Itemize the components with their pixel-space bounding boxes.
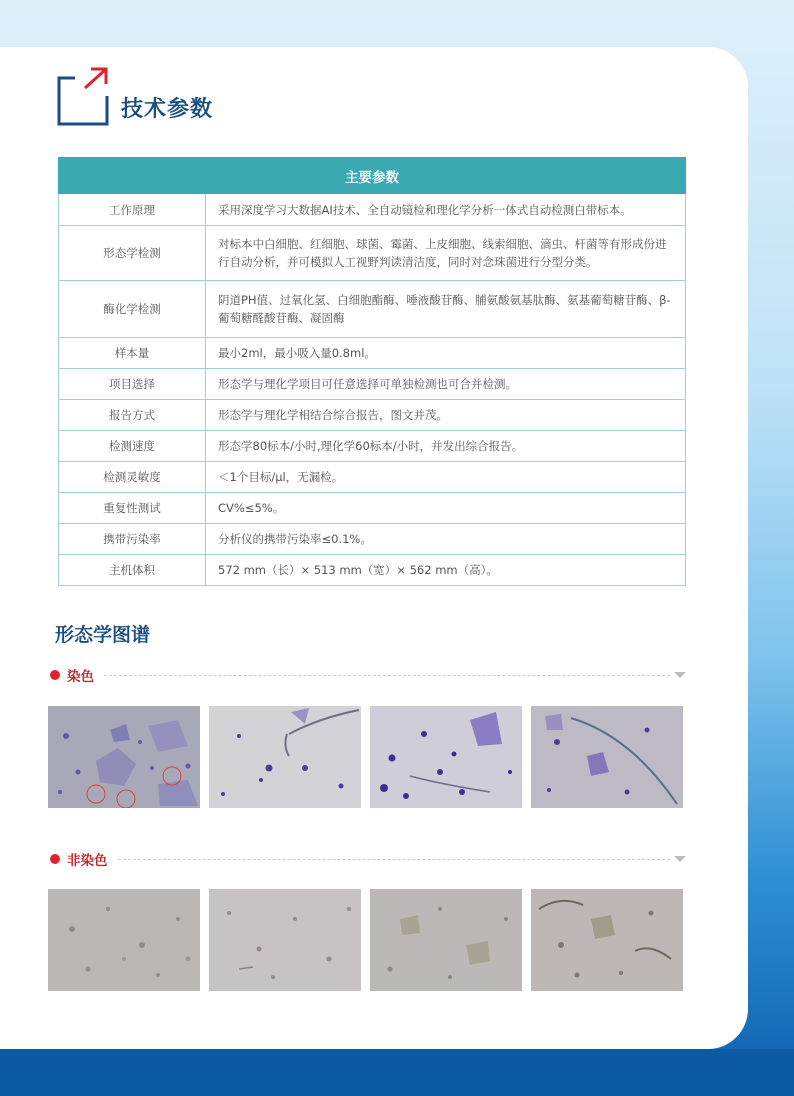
unstained-micrograph-2 (209, 889, 361, 991)
unstained-subheading (50, 850, 686, 868)
bottom-band (0, 1049, 794, 1096)
row-value: 采用深度学习大数据AI技术、全自动镜检和理化学分析一体式自动检测白带标本。 (206, 194, 686, 226)
stained-label: 染色 (67, 669, 94, 685)
table-row (59, 524, 686, 555)
stained-subheading (50, 666, 686, 684)
table-row (59, 493, 686, 524)
bullet-dot-icon (50, 854, 60, 864)
row-value: 572 mm（长）× 513 mm（宽）× 562 mm（高）。 (206, 555, 686, 586)
section-title: 技术参数 (121, 97, 214, 122)
row-label: 样本量 (59, 338, 206, 369)
triangle-down-icon (674, 856, 686, 862)
row-label: 携带污染率 (59, 524, 206, 555)
row-value: 最小2ml，最小吸入量0.8ml。 (206, 338, 686, 369)
divider (118, 859, 671, 860)
unstained-micrograph-3 (370, 889, 522, 991)
row-label: 工作原理 (59, 194, 206, 226)
row-label: 项目选择 (59, 369, 206, 400)
table-row (59, 281, 686, 338)
row-value: ＜1个目标/μl，无漏检。 (206, 462, 686, 493)
bullet-dot-icon (50, 670, 60, 680)
morphology-title: 形态学图谱 (55, 624, 151, 646)
table-row (59, 462, 686, 493)
unstained-label: 非染色 (67, 853, 108, 869)
stained-micrograph-4 (531, 706, 683, 808)
parameters-table (58, 157, 686, 586)
stained-micrograph-3 (370, 706, 522, 808)
row-value: 分析仪的携带污染率≤0.1%。 (206, 524, 686, 555)
row-value: 形态学80标本/小时,理化学60标本/小时，并发出综合报告。 (206, 431, 686, 462)
row-label: 酶化学检测 (59, 281, 206, 338)
table-header: 主要参数 (59, 158, 686, 194)
table-row (59, 226, 686, 281)
row-value: 对标本中白细胞、红细胞、球菌、霉菌、上皮细胞、线索细胞、滴虫、杆菌等有形成份进行自动分析，并可模拟人工视野判读清洁度，同时对念珠菌进行分型分类。 (206, 226, 686, 281)
row-label: 检测灵敏度 (59, 462, 206, 493)
table-row (59, 338, 686, 369)
row-value: CV%≤5%。 (206, 493, 686, 524)
table-row (59, 431, 686, 462)
row-label: 形态学检测 (59, 226, 206, 281)
stained-micrograph-1 (48, 706, 200, 808)
table-row (59, 369, 686, 400)
triangle-down-icon (674, 672, 686, 678)
row-value: 形态学与理化学相结合综合报告，图文并茂。 (206, 400, 686, 431)
row-label: 报告方式 (59, 400, 206, 431)
table-row (59, 194, 686, 226)
unstained-micrograph-4 (531, 889, 683, 991)
table-row (59, 555, 686, 586)
row-value: 阴道PH值、过氧化氢、白细胞酯酶、唾液酸苷酶、脯氨酸氨基肽酶、氨基葡萄糖苷酶、β-葡萄糖醛酸苷酶、凝固酶 (206, 281, 686, 338)
row-label: 主机体积 (59, 555, 206, 586)
row-label: 重复性测试 (59, 493, 206, 524)
row-label: 检测速度 (59, 431, 206, 462)
unstained-micrograph-1 (48, 889, 200, 991)
divider (104, 675, 670, 676)
table-row (59, 400, 686, 431)
section-arrow-icon (57, 66, 109, 126)
stained-micrograph-2 (209, 706, 361, 808)
row-value: 形态学与理化学项目可任意选择可单独检测也可合并检测。 (206, 369, 686, 400)
